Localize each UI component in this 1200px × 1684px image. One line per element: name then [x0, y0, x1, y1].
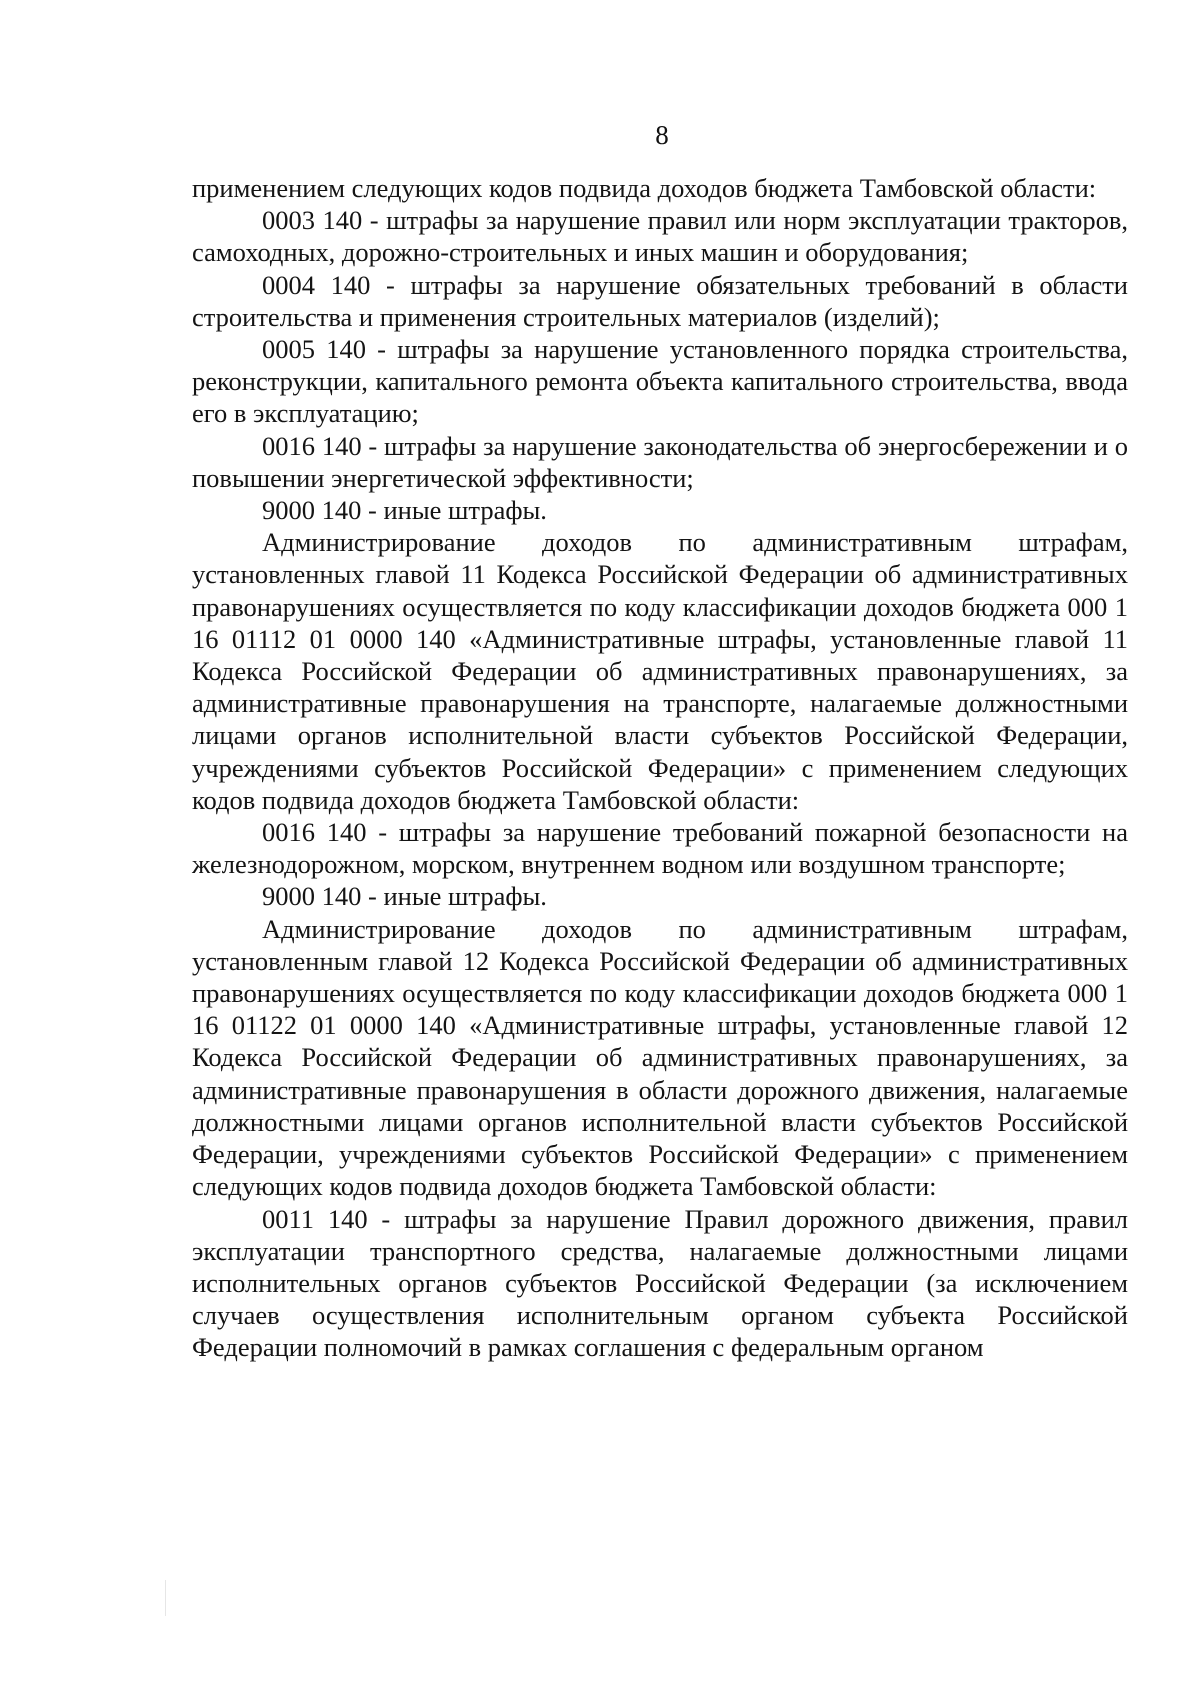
paragraph-code-0005: 0005 140 - штрафы за нарушение установленного порядка строительства, реконструкции, капитального ремонта объекта капитального строительства, ввода его в эксплуатацию;: [192, 334, 1128, 429]
paragraph-code-9000-first: 9000 140 - иные штрафы.: [262, 495, 547, 526]
paragraph-code-0004: 0004 140 - штрафы за нарушение обязательных требований в области строительства и применения строительных материалов (изделий);: [192, 269, 1128, 332]
page-number: 8: [655, 120, 669, 150]
paragraph-continuation: применением следующих кодов подвида доходов бюджета Тамбовской области:: [192, 173, 1097, 203]
paragraph-code-9000-second: 9000 140 - иные штрафы.: [262, 881, 547, 912]
paragraph-code-0003: 0003 140 - штрафы за нарушение правил или норм эксплуатации тракторов, самоходных, дорожно-строительных и иных машин и оборудования;: [192, 205, 1128, 268]
document-body: [192, 172, 1128, 1364]
paragraph-chapter-12: Администрирование доходов по административным штрафам, установленным главой 12 Кодекса Российской Федерации об административных правонарушениях осуществляется по коду классификации доходов бюджета 000 1 16 01122 01 0000 140 «Административные штрафы, установленные главой 12 Кодекса Российской Федерации об административных правонарушениях, за административные правонарушения в области дорожного движения, налагаемые должностными лицами органов исполнительной власти субъектов Российской Федерации, учреждениями субъектов Российской Федерации» с применением следующих кодов подвида доходов бюджета Тамбовской области:: [192, 913, 1128, 1202]
paragraph-chapter-11: Администрирование доходов по административным штрафам, установленных главой 11 Кодекса Российской Федерации об административных правонарушениях осуществляется по коду классификации доходов бюджета 000 1 16 01112 01 0000 140 «Административные штрафы, установленные главой 11 Кодекса Российской Федерации об административных правонарушениях, за административные правонарушения на транспорте, налагаемые должностными лицами органов исполнительной власти субъектов Российской Федерации, учреждениями субъектов Российской Федерации» с применением следующих кодов подвида доходов бюджета Тамбовской области:: [192, 527, 1128, 815]
paragraph-code-0016-energy: 0016 140 - штрафы за нарушение законодательства об энергосбережении и о повышении энергетической эффективности;: [192, 430, 1128, 493]
paragraph-code-0016-fire: 0016 140 - штрафы за нарушение требований пожарной безопасности на железнодорожном, морском, внутреннем водном или воздушном транспорте;: [192, 817, 1128, 880]
paragraph-code-0011: 0011 140 - штрафы за нарушение Правил дорожного движения, правил эксплуатации транспортного средства, налагаемые должностными лицами исполнительных органов субъектов Российской Федерации (за исключением случаев осуществления исполнительным органом субъекта Российской Федерации полномочий в рамках соглашения с федеральным органом: [192, 1203, 1128, 1363]
scan-artifact: [165, 1580, 166, 1616]
